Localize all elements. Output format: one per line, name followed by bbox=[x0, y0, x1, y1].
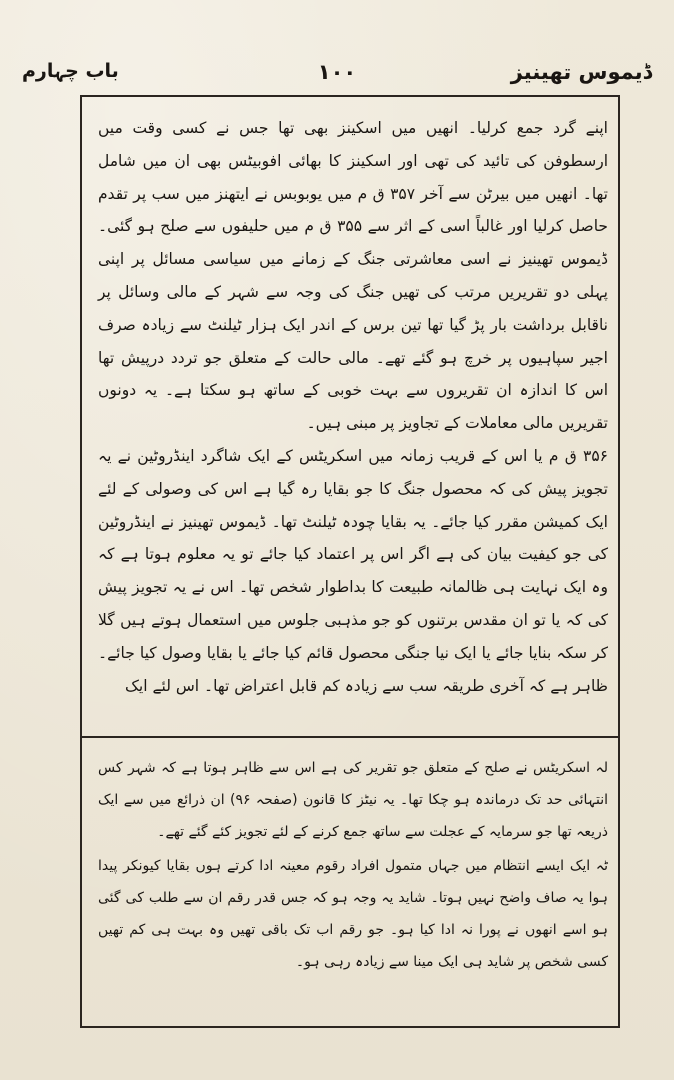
running-title: ڈیموس تھینیز bbox=[510, 60, 652, 84]
page-header bbox=[22, 60, 652, 94]
footnote: لہ اسکریٹس نے صلح کے متعلق جو تقریر کی ہے اس سے ظاہر ہوتا ہے کہ شہر کس انتہائی حد تک درماندہ ہو چکا تھا۔ یہ نیٹز کا قانون (صفحہ ۹۶) ان ذرائع میں سے ایک ذریعہ تھا جو سرمایہ کے عجلت سے ساتھ جمع کرنے کے لئے تجویز کئے گئے تھے۔ bbox=[98, 760, 609, 840]
paragraph: ۳۵۶ ق م یا اس کے قریب زمانہ میں اسکریٹس کے ایک شاگرد اینڈروٹین نے یہ تجویز پیش کی کہ محصول جنگ کا جو بقایا رہ گیا ہے اس کی وصولی کے لئے ایک کمیشن مقرر کیا جائے۔ یہ بقایا چودہ ٹیلنٹ تھا۔ ڈیموس تھینیز نے اینڈروٹین کی جو کیفیت بیان کی ہے اگر اس پر اعتماد کیا جائے تو یہ معلوم ہوتا ہے کہ وہ ایک نہایت ہی ظالمانہ طبیعت کا بداطوار شخص تھا۔ اس نے یہ تجویز پیش کی کہ یا تو ان مقدس برتنوں کو جو مذہبی جلوس میں استعمال ہوتے ہیں گلا کر سکہ بنایا جائے یا ایک نیا جنگی محصول قائم کیا جائے یا بقایا وصول کیا جائے۔ ظاہر ہے کہ آخری طریقہ سب سے زیادہ کم قابل اعتراض تھا۔ اس لئے ایک bbox=[98, 446, 608, 695]
chapter-label: باب چہارم bbox=[22, 60, 119, 82]
page-number: ۱۰۰ bbox=[317, 60, 357, 84]
footnote-divider bbox=[80, 736, 620, 738]
main-text bbox=[98, 112, 608, 712]
paragraph: اپنے گرد جمع کرلیا۔ انھیں میں اسکینز بھی تھا جس نے کسی وقت میں ارسطوفن کی تائید کی تھی اور اسکینز کا بھائی افوبیٹس بھی ان میں شامل تھا۔ انھیں میں بیرٹن سے آخر ۳۵۷ ق م میں یوبوبس نے ایتھنز میں سب پر تقدم حاصل کرلیا اور غالباً اسی کے اثر سے ۳۵۵ ق م میں حلیفوں سے صلح ہو گئی۔ ڈیموس تھینیز نے اسی معاشرتی جنگ کے زمانے میں سیاسی مسائل پر اپنی پہلی دو تقریریں مرتب کی تھیں جنگ کی وجہ سے شہر کے مالی وسائل پر ناقابل برداشت بار پڑ گیا تھا تین برس کے اندر ایک ہزار ٹیلنٹ سے زیادہ صرف اجیر سپاہیوں پر خرچ ہو گئے تھے۔ مالی حالت کے متعلق جو تردد درپیش تھا اس کا اندازہ ان تقریروں سے بہت خوبی کے ساتھ ہو سکتا ہے۔ یہ دونوں تقریریں مالی معاملات کے تجاویز پر مبنی ہیں۔ bbox=[98, 119, 608, 433]
footnote: ٹہ ایک ایسے انتظام میں جہاں متمول افراد رقوم معینہ ادا کرتے ہوں بقایا کیونکر پیدا ہوا یہ صاف واضح نہیں ہوتا۔ شاید یہ وجہ ہو کہ جس قدر رقم ان سے طلب کی گئی ہو اسے انھوں نے پورا نہ ادا کیا ہو۔ جو رقم اب تک باقی تھیں وہ بہت ہی کم تھیں کسی شخص پر شاید ہی ایک مینا سے زیادہ رہی ہو۔ bbox=[98, 858, 608, 970]
footnotes bbox=[98, 752, 608, 1012]
